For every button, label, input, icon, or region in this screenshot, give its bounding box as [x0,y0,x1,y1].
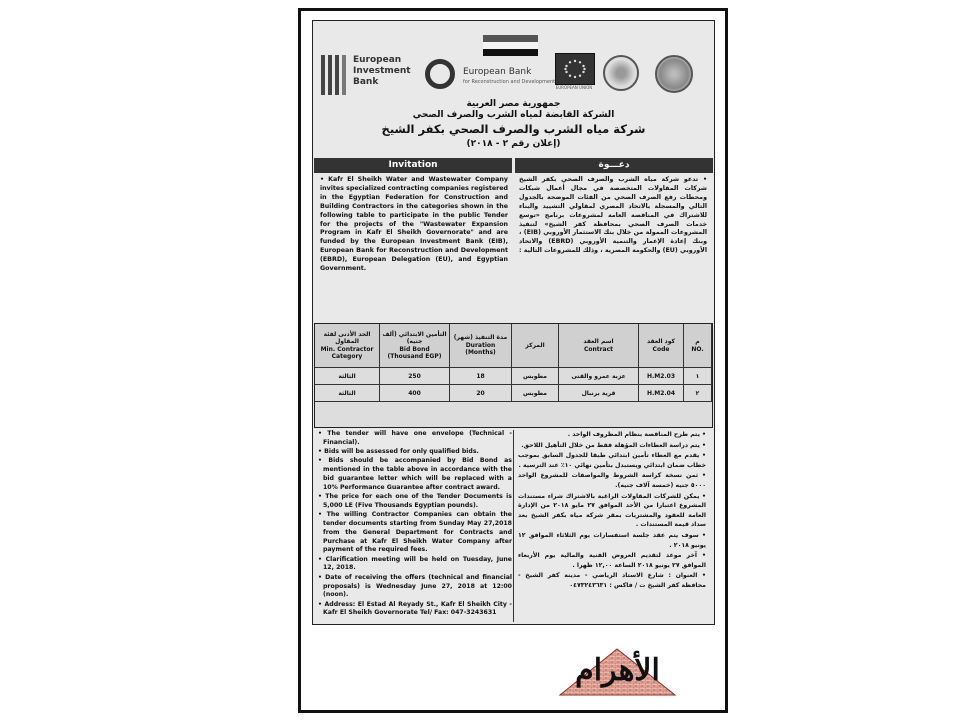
header-line-2: الشركة القابضة لمياه الشرب والصرف الصحي [412,110,615,120]
invitation-body-ar: • تدعو شركة مياه الشرب والصرف الصحي بكفر الشيخ شركات المقاولات المتخصصة في مجال أعمال شبكات ومحطات رفع الصرف الصحي من الفئات الموضحة بالجدول التالي والمسجلة بالاتحاد المصري لمقاولي التشييد والبناء للاشتراك في المناقصة العامة لمشروعات برنامج «توسع خدمات الصرف الصحي بمحافظة كفر الشيخ» لتنفيذ المشروعات الممولة من خلال بنك الاستثمار الأوروبي (EIB) ، وبنك إعادة الإعمار والتنمية الأوروبي (EBRD) والاتحاد الأوروبي (EU) والحكومة المصرية ، وذلك للمشروعات التالية : [519,176,708,255]
eu-caption: EUROPEAN UNION [555,85,593,90]
term-en: • Bids should be accompanied by Bid Bond as mentioned in the table above in accordance with the bid guarantee letter which will be replaced with a 10% Performance Guarantee after contract award. [318,457,512,491]
ebrd-logo-text: European Bank for Reconstruction and Development [463,67,556,85]
invitation-title-en: Invitation [314,158,512,173]
table-header [315,324,712,368]
term-ar: • ثمن نسخة كراسة الشروط والمواصفات للمشروع الواحد ٥٠٠٠ جنيه (خمسة آلاف جنيه). [518,472,706,489]
eu-flag-icon [555,53,595,85]
header-line-1: جمهورية مصر العربية [466,99,561,109]
term-ar: • يتم طرح المناقصة بنظام المظروف الواحد . [567,431,706,438]
eib-logo-icon [321,55,347,95]
invitation-body-en: • Kafr El Sheikh Water and Wastewater Company invites specialized contracting companies registered in the Egyptian Federation for Construction and Building Contractors in the categories shown in the following table to participate in the public Tender for the projects of the "Wastewater Expansion Program in Kafr El Sheikh Governorate" and are funded by the European Investment Bank (EIB), European Bank for Reconstruction and Development (EBRD), European Delegation (EU), and Egyptian Government. [320,176,508,273]
term-en: • The price for each one of the Tender Documents is 5,000 LE (Five Thousands Egyptian pounds). [318,493,512,509]
term-en: • The tender will have one envelope (Technical - Financial). [318,430,512,446]
col-header-duration: مدة التنفيذ (شهر) Duration (Months) [450,324,512,368]
terms-arabic [518,430,712,592]
term-ar: • آخر موعد لتقديم العروض الفنية والمالية يوم الأربعاء الموافق ٢٧ يونيو ٢٠١٨ الساعة ١٢,٠٠ ظهرا . [518,552,706,569]
term-ar: • العنوان : شارع الاستاد الرياضي - مدينة كفر الشيخ - محافظة كفر الشيخ ت / فاكس : ٠٤٧٣٢٤٣٦٣١ [518,572,706,589]
col-header-contract: اسم العقد Contract [559,324,639,368]
column-divider [513,430,514,622]
egypt-flag-icon [483,35,538,57]
col-header-center: المركز [512,324,559,368]
term-en: • Bids will be assessed for only qualified bids. [318,448,479,456]
ebrd-logo-icon [425,59,455,89]
eib-logo-text: European Investment Bank [353,55,411,87]
contracts-table [314,323,713,428]
term-en: • The willing Contractor Companies can obtain the tender documents starting from Sunday May 27,2018 from the General Department for Contracts and Purchase at Kafr El Sheikh Water Company after payment of the required fees. [318,511,512,554]
invitation-title-ar: دعـــوة [515,158,713,173]
term-en: • Clarification meeting will be held on Tuesday, June 12, 2018. [318,555,512,572]
term-en: • Date of receiving the offers (technical and financial proposals) is Wednesday June 27, 2018 at 12:00 (noon). [318,573,512,599]
hcww-logo-icon [603,55,639,91]
col-header-code: كود العقد Code [639,324,684,368]
table-row: الثالثة 400 20 مطوبس قرية برنبال H.M2.04 ٢ [315,385,712,402]
col-header-category: الحد الأدنى لفئة المقاول Min. Contractor Category [315,324,380,368]
term-en: • Address: El Estad Al Reyady St., Kafr El Sheikh City - Kafr El Sheikh Governorate Tel/ Fax: 047-3243631 [318,600,512,617]
al-ahram-logo [555,645,680,697]
announcement-number: (إعلان رقم ٢ - ٢٠١٨) [466,139,561,149]
table-row: الثالثة 250 18 مطوبس عزبة عمرو والقنى H.M2.03 ١ [315,368,712,385]
term-ar: • يمكن للشركات المقاولات الراغبة بالاشتراك شراء مستندات المشروع اعتبارا من الأحد الموافق ٢٧ مايو ٢٠١٨ من الإدارة العامة للعقود والمشتريات بمقر شركة مياه بكفر الشيخ بعد سداد قيمة المستندات . [518,492,706,529]
col-header-no: م NO. [684,324,712,368]
newspaper-ad [312,20,715,625]
term-ar: • يتم دراسة العطاءات المؤهلة فقط من خلال التأهيل اللاحق. [521,441,706,449]
term-ar: • يقدم مع العطاء تأمين ابتدائي طبقا للجدول السابق بموجب خطاب ضمان ابتدائي ويستبدل بتأمين نهائي ١٠٪ عند الترسية . [518,452,706,469]
term-ar: • سوف يتم عقد جلسة استفسارات يوم الثلاثاء الموافق ١٢ يونيو ٢٠١٨ . [518,531,706,549]
kafr-elsheikh-water-logo-icon [655,55,693,93]
header-line-3: شركة مياه الشرب والصرف الصحي بكفر الشيخ [381,122,646,136]
al-ahram-wordmark: الأهرام [575,653,660,688]
col-header-bond: التأمين الابتدائي (ألف جنيه) Bid Bond (Thousand EGP) [380,324,450,368]
terms-english [317,430,512,619]
